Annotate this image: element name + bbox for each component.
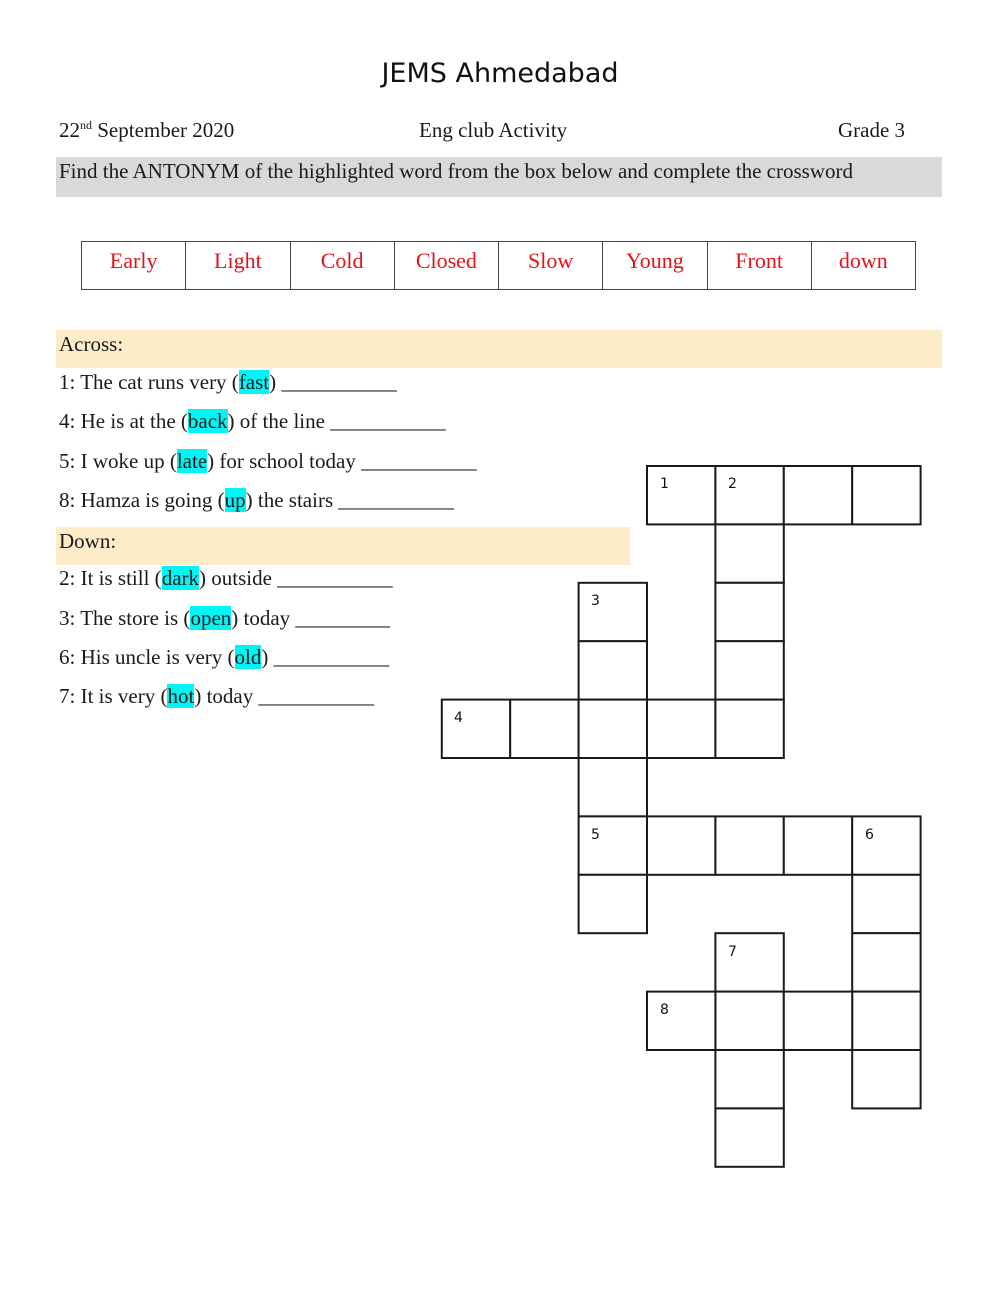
crossword-cell[interactable]	[715, 1050, 783, 1108]
crossword-cell[interactable]	[579, 583, 647, 641]
clue-number-3: 3	[591, 593, 600, 609]
clue-number-2: 2	[728, 476, 737, 492]
word-bank-item: Young	[603, 242, 707, 289]
word-bank-item: Front	[708, 242, 812, 289]
crossword-cell[interactable]	[715, 641, 783, 699]
across-heading: Across:	[56, 330, 942, 368]
crossword-cell[interactable]	[715, 816, 783, 874]
crossword-cell[interactable]	[647, 466, 715, 524]
crossword-cell[interactable]	[715, 466, 783, 524]
crossword-cell[interactable]	[579, 875, 647, 933]
crossword-cell[interactable]	[715, 992, 783, 1050]
date-suffix: nd	[80, 118, 92, 132]
down-heading: Down:	[56, 527, 630, 565]
crossword-cell[interactable]	[579, 700, 647, 758]
across-clue-1: 1: The cat runs very (fast) ___________	[59, 370, 397, 394]
clue-number-1: 1	[660, 476, 669, 492]
crossword-cell[interactable]	[852, 992, 920, 1050]
date-day: 22	[59, 118, 80, 142]
crossword-cell[interactable]	[715, 524, 783, 582]
word-bank-item: Cold	[291, 242, 395, 289]
crossword-cell[interactable]	[579, 816, 647, 874]
word-bank-item: Slow	[499, 242, 603, 289]
page-title: JEMS Ahmedabad	[381, 58, 619, 89]
down-clue-2: 2: It is still (dark) outside ___________	[59, 566, 393, 590]
clue-number-8: 8	[660, 1002, 669, 1018]
highlighted-word: dark	[161, 566, 200, 590]
down-clue-6: 6: His uncle is very (old) ___________	[59, 645, 390, 669]
crossword-cell[interactable]	[715, 583, 783, 641]
crossword-cell[interactable]	[647, 992, 715, 1050]
highlighted-word: hot	[167, 684, 195, 708]
date-rest: September 2020	[92, 118, 235, 142]
across-clue-5: 5: I woke up (late) for school today ___________	[59, 449, 477, 473]
highlighted-word: old	[234, 645, 262, 669]
across-clue-4: 4: He is at the (back) of the line ___________	[59, 409, 446, 433]
crossword-cell[interactable]	[715, 1108, 783, 1166]
crossword-cell[interactable]	[579, 758, 647, 816]
clue-number-7: 7	[728, 944, 737, 960]
crossword-cell[interactable]	[579, 641, 647, 699]
crossword-cell[interactable]	[852, 933, 920, 991]
down-clue-7: 7: It is very (hot) today ___________	[59, 684, 374, 708]
clue-number-5: 5	[591, 827, 600, 843]
across-clue-8: 8: Hamza is going (up) the stairs ___________	[59, 488, 454, 512]
crossword-cell[interactable]	[852, 1050, 920, 1108]
highlighted-word: fast	[238, 370, 270, 394]
activity-label: Eng club Activity	[419, 118, 568, 142]
crossword-cell[interactable]	[715, 933, 783, 991]
crossword-cell[interactable]	[510, 700, 578, 758]
crossword-cell[interactable]	[784, 992, 852, 1050]
down-clue-3: 3: The store is (open) today _________	[59, 606, 390, 630]
clue-number-6: 6	[865, 827, 874, 843]
crossword-cell[interactable]	[784, 816, 852, 874]
highlighted-word: up	[224, 488, 246, 512]
crossword-cell[interactable]	[442, 700, 510, 758]
highlighted-word: late	[176, 449, 208, 473]
clue-number-4: 4	[454, 710, 463, 726]
crossword-cell[interactable]	[784, 466, 852, 524]
highlighted-word: back	[187, 409, 228, 433]
crossword-cell[interactable]	[715, 700, 783, 758]
instruction-banner: Find the ANTONYM of the highlighted word from the box below and complete the crossword	[56, 157, 942, 197]
crossword-cell[interactable]	[852, 466, 920, 524]
word-bank-item: Closed	[395, 242, 499, 289]
crossword-cell[interactable]	[852, 875, 920, 933]
word-bank-item: Early	[82, 242, 186, 289]
highlighted-word: open	[190, 606, 232, 630]
grade-label: Grade 3	[838, 118, 906, 142]
crossword-cell[interactable]	[647, 816, 715, 874]
word-bank-item: down	[838, 248, 888, 273]
crossword-cell[interactable]	[852, 816, 920, 874]
crossword-cell[interactable]	[647, 700, 715, 758]
word-bank-item: Light	[186, 242, 290, 289]
